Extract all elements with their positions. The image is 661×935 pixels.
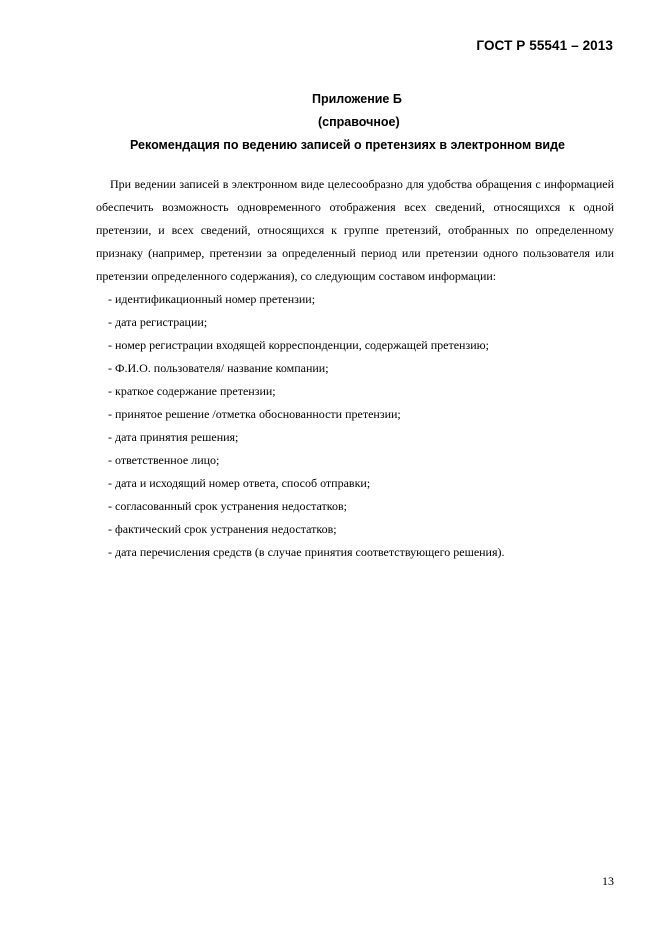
list-item: - принятое решение /отметка обоснованности претензии; xyxy=(108,407,401,421)
information-list xyxy=(96,288,614,564)
appendix-title: Приложение Б xyxy=(312,92,402,106)
list-item: - дата принятия решения; xyxy=(108,430,239,444)
list-item: - дата регистрации; xyxy=(108,315,208,329)
list-item: - согласованный срок устранения недостатков; xyxy=(108,499,347,513)
intro-paragraph: При ведении записей в электронном виде целесообразно для удобства обращения с информацией обеспечить возможность одновременного отображения всех сведений, относящихся к одной претензии, и всех сведений, относящихся к группе претензий, отобранных по определенному признаку (например, претензии за определенный период или претензии одного пользователя или претензии определенного содержания), со следующим составом информации: xyxy=(96,177,614,283)
appendix-status: (справочное) xyxy=(318,115,400,129)
list-item: - фактический срок устранения недостатков; xyxy=(108,522,337,536)
standard-code-header: ГОСТ Р 55541 – 2013 xyxy=(476,38,613,53)
page-number: 13 xyxy=(602,874,614,888)
list-item: - дата и исходящий номер ответа, способ отправки; xyxy=(108,476,371,490)
list-item: - идентификационный номер претензии; xyxy=(108,292,316,306)
appendix-heading: Рекомендация по ведению записей о претензиях в электронном виде xyxy=(130,138,565,152)
list-item: - номер регистрации входящей корреспонденции, содержащей претензию; xyxy=(108,338,489,352)
list-item: - ответственное лицо; xyxy=(108,453,220,467)
list-item: - краткое содержание претензии; xyxy=(108,384,276,398)
list-item: - Ф.И.О. пользователя/ название компании; xyxy=(108,361,329,375)
list-item: - дата перечисления средств (в случае принятия соответствующего решения). xyxy=(108,545,505,559)
document-body xyxy=(96,173,614,564)
